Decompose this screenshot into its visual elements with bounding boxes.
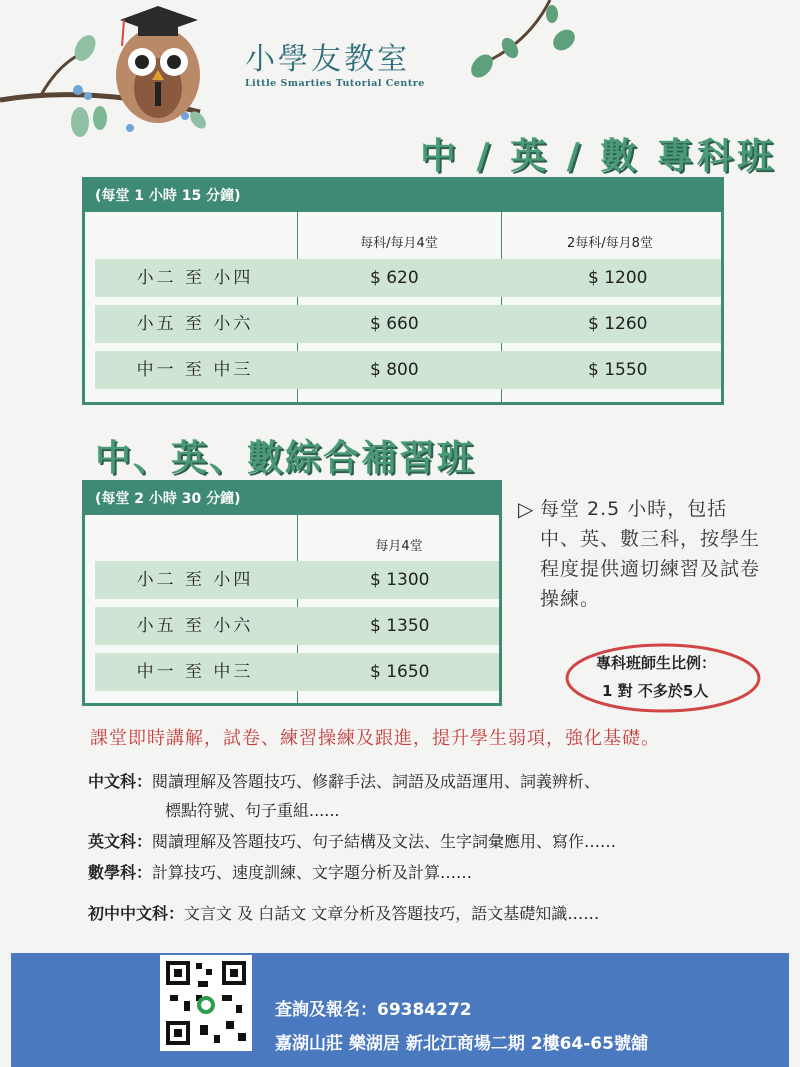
grade-label: 中一 至 中三	[136, 360, 254, 380]
subject-label: 英文科：	[88, 832, 153, 851]
subject-chinese	[88, 771, 600, 793]
section2-price-table	[82, 480, 502, 706]
grade-label: 小五 至 小六	[136, 616, 254, 636]
leaves-illustration	[460, 0, 600, 90]
grade-label: 小二 至 小四	[136, 570, 254, 590]
section2-note: 每堂 2.5 小時，包括中、英、數三科，按學生程度提供適切練習及試卷操練。	[540, 498, 761, 610]
price-cell: $ 1550	[588, 360, 648, 380]
price-cell: $ 1260	[588, 314, 648, 334]
grade-label: 小二 至 小四	[136, 268, 254, 288]
owl-branch-illustration	[0, 0, 260, 150]
subject-label: 初中中文科：	[88, 904, 185, 923]
price-cell: $ 620	[370, 268, 419, 288]
qr-code[interactable]	[160, 955, 252, 1051]
highlight-text: 課堂即時講解，試卷、練習操練及跟進，提升學生弱項，強化基礎。	[90, 728, 660, 749]
price-cell: $ 660	[370, 314, 419, 334]
section1-col1-header: 每科/每月4堂	[360, 236, 438, 251]
address: 嘉湖山莊 樂湖居 新北江商場二期 2樓64-65號舖	[275, 1034, 648, 1054]
section1-col2-header: 2每科/每月8堂	[567, 236, 653, 251]
price-cell: $ 1650	[370, 662, 430, 682]
grade-label: 中一 至 中三	[136, 662, 254, 682]
subject-junior-chinese	[88, 903, 599, 925]
subject-math	[88, 862, 472, 884]
subject-label: 數學科：	[88, 863, 153, 882]
section1-price-table	[82, 177, 724, 405]
price-cell: $ 1350	[370, 616, 430, 636]
contact-phone: 查詢及報名：69384272	[275, 1000, 472, 1020]
subject-text: 閱讀理解及答題技巧、句子結構及文法、生字詞彙應用、寫作……	[152, 832, 617, 851]
brand-title: 小學友教室	[245, 42, 410, 77]
subject-text: 計算技巧、速度訓練、文字題分析及計算……	[152, 863, 473, 882]
section1-title: 中 / 英 / 數 專科班	[420, 136, 777, 177]
section1-duration: (每堂 1 小時 15 分鐘)	[85, 180, 721, 212]
subject-text: 閱讀理解及答題技巧、修辭手法、詞語及成語運用、詞義辨析、	[152, 772, 601, 791]
section2-title: 中、英、數綜合補習班	[95, 438, 476, 479]
subject-label: 中文科：	[88, 772, 153, 791]
subject-text: 文言文 及 白話文 文章分析及答題技巧，語文基礎知識……	[184, 904, 600, 923]
section2-duration: (每堂 2 小時 30 分鐘)	[85, 483, 499, 515]
price-cell: $ 1200	[588, 268, 648, 288]
section2-col-header: 每月4堂	[375, 539, 423, 554]
note-arrow-icon: ▷	[518, 497, 534, 521]
grade-label: 小五 至 小六	[136, 314, 254, 334]
subject-english	[88, 831, 616, 853]
ratio-title: 專科班師生比例：	[596, 654, 717, 672]
price-cell: $ 1300	[370, 570, 430, 590]
subject-chinese-cont: 標點符號、句子重組......	[165, 801, 340, 820]
brand-subtitle: Little Smarties Tutorial Centre	[245, 78, 425, 89]
ratio-value: 1 對 不多於5人	[602, 682, 709, 700]
price-cell: $ 800	[370, 360, 419, 380]
